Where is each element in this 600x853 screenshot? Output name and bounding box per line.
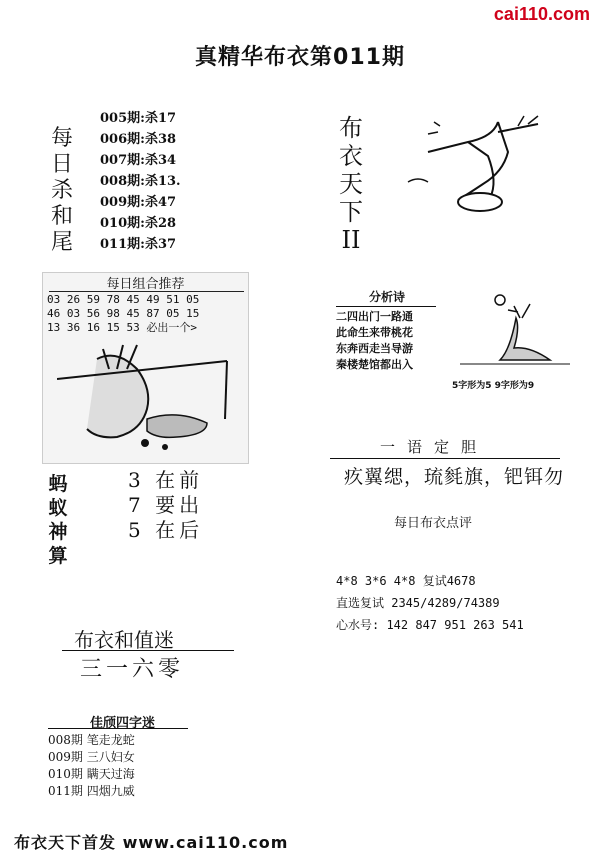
heading-char: 尾 xyxy=(50,230,73,255)
sum-riddle-answer: 三一六零 xyxy=(80,657,185,682)
combo-row: 03 26 59 78 45 49 51 05 xyxy=(47,293,200,306)
kill-value: 杀37 xyxy=(144,237,177,252)
heading-char: II xyxy=(341,226,361,254)
period: 006期 xyxy=(100,132,141,147)
combo-row: 13 36 16 15 53 必出一个> xyxy=(47,321,197,334)
heading-char: 日 xyxy=(50,152,73,177)
heading-char: 下 xyxy=(339,198,363,226)
list-item xyxy=(48,766,135,783)
ant-rows xyxy=(128,468,203,543)
heading-char: 蚁 xyxy=(48,497,68,519)
list-item: 008期:杀13. xyxy=(100,174,181,189)
heading-char: 杀 xyxy=(50,178,73,203)
buyi-heading xyxy=(336,114,366,254)
divider xyxy=(48,728,188,729)
daily-kill-list xyxy=(100,108,181,255)
ant-text: 在前 xyxy=(155,468,204,492)
divider xyxy=(330,458,560,459)
ant-text: 要出 xyxy=(155,493,204,517)
kill-value: 杀13. xyxy=(144,174,181,189)
combo-recommendation-panel xyxy=(42,272,249,464)
period: 010期 xyxy=(100,216,141,231)
period: 007期 xyxy=(100,153,141,168)
heading-char: 蚂 xyxy=(48,473,68,495)
sentence-heading: 一语定胆 xyxy=(380,438,489,456)
list-item xyxy=(48,732,135,749)
poem-line: 秦楼楚馆都出入 xyxy=(336,358,413,371)
period: 011期 xyxy=(48,784,83,798)
number-picks xyxy=(336,570,524,636)
divider xyxy=(336,306,436,307)
ant-heading xyxy=(46,472,70,568)
ant-row xyxy=(128,518,203,543)
poem-line: 此命生来带桃花 xyxy=(336,326,413,339)
site-logo-text: cai110.com xyxy=(493,4,590,24)
poem-line: 二四出门一路通 xyxy=(336,310,413,323)
poem-title: 分析诗 xyxy=(368,290,405,304)
period: 009期 xyxy=(100,195,141,210)
list-item xyxy=(48,749,135,766)
ant-row xyxy=(128,493,203,518)
landscape-sketch-image xyxy=(460,288,570,372)
heading-char: 布 xyxy=(339,114,363,142)
kill-value: 杀17 xyxy=(144,111,177,126)
kill-value: 杀34 xyxy=(144,153,177,168)
period: 005期 xyxy=(100,111,141,126)
heading-char: 和 xyxy=(50,204,73,229)
list-item: 010期:杀28 xyxy=(100,216,177,231)
riddle-text: 瞒天过海 xyxy=(86,767,135,781)
divider xyxy=(49,291,244,292)
ant-text: 在后 xyxy=(155,518,204,542)
poem-note: 5字形为5 9字形为9 xyxy=(452,381,535,391)
list-item: 009期:杀47 xyxy=(100,195,177,210)
four-char-riddle-title: 佳颀四字迷 xyxy=(90,716,156,731)
page-title: 真精华布衣第011期 xyxy=(195,45,405,70)
list-item: 011期:杀37 xyxy=(100,237,177,252)
heading-char: 每 xyxy=(50,126,73,151)
heading-char: 神 xyxy=(48,521,68,543)
period: 008期 xyxy=(100,174,141,189)
pick-line: 直选复试 2345/4289/74389 xyxy=(336,596,500,610)
figure-sketch-image xyxy=(57,339,237,457)
kill-value: 杀28 xyxy=(144,216,177,231)
list-item: 007期:杀34 xyxy=(100,153,177,168)
divider xyxy=(62,650,234,651)
riddle-text: 三八妇女 xyxy=(86,750,135,764)
ant-number: 7 xyxy=(128,493,145,517)
period: 009期 xyxy=(48,750,83,764)
pick-line: 4*8 3*6 4*8 复试4678 xyxy=(336,574,476,588)
combo-title: 每日组合推荐 xyxy=(106,277,185,292)
ant-number: 3 xyxy=(128,468,145,492)
analysis-poem xyxy=(336,288,438,373)
period: 011期 xyxy=(100,237,141,252)
ant-number: 5 xyxy=(128,518,145,542)
daily-comment-title: 每日布衣点评 xyxy=(394,516,473,531)
list-item: 006期:杀38 xyxy=(100,132,177,147)
poem-line: 东奔西走当导游 xyxy=(336,342,413,355)
riddle-text: 四烟九威 xyxy=(86,784,135,798)
kill-value: 杀38 xyxy=(144,132,177,147)
tree-sketch-image xyxy=(398,112,558,216)
heading-char: 衣 xyxy=(339,142,363,170)
combo-row: 46 03 56 98 45 87 05 15 xyxy=(47,307,200,320)
kill-value: 杀47 xyxy=(144,195,177,210)
list-item: 005期:杀17 xyxy=(100,111,177,126)
heading-char: 算 xyxy=(48,545,68,567)
period: 008期 xyxy=(48,733,83,747)
ant-row xyxy=(128,468,203,493)
period: 010期 xyxy=(48,767,83,781)
sentence-text: 疚翼缌，琉毵旗，钯铒勿 xyxy=(344,466,565,488)
combo-rows xyxy=(47,293,199,335)
daily-kill-heading xyxy=(48,126,76,256)
four-char-riddle-list xyxy=(48,732,135,800)
heading-char: 天 xyxy=(339,170,363,198)
footer-source: 布衣天下首发 www.cai110.com xyxy=(14,833,289,852)
pick-line: 心水号: 142 847 951 263 541 xyxy=(336,618,524,632)
sum-riddle-title: 布衣和值迷 xyxy=(74,628,174,652)
list-item xyxy=(48,783,135,800)
riddle-text: 笔走龙蛇 xyxy=(86,733,135,747)
